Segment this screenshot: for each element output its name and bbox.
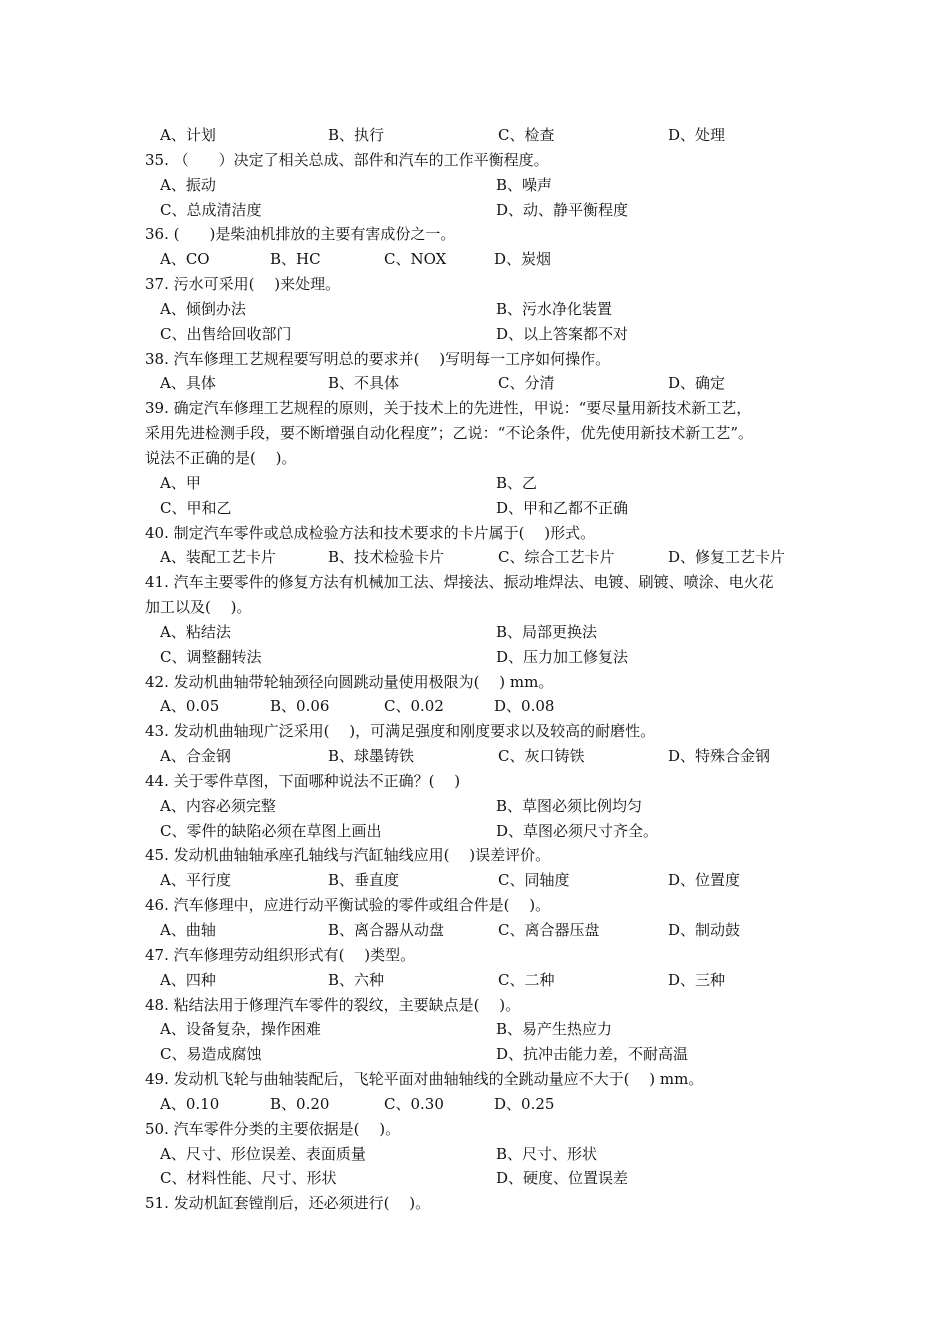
answer-option: B、不具体 — [328, 374, 400, 393]
answer-option: B、技术检验卡片 — [328, 548, 445, 567]
question-stem: 47. 汽车修理劳动组织形式有( )类型。 — [145, 945, 416, 964]
answer-option: D、修复工艺卡片 — [668, 548, 786, 567]
answer-option: C、出售给回收部门 — [160, 324, 292, 343]
answer-options-row — [0, 123, 950, 148]
answer-option: D、0.08 — [494, 697, 555, 716]
answer-option: D、制动鼓 — [668, 921, 741, 939]
answer-option: A、具体 — [160, 374, 216, 393]
answer-option: C、离合器压盘 — [498, 921, 600, 939]
answer-option: D、压力加工修复法 — [496, 647, 629, 666]
answer-option: C、同轴度 — [498, 871, 570, 890]
answer-option: A、0.05 — [160, 697, 220, 716]
question-stem: 41. 汽车主要零件的修复方法有机械加工法、焊接法、振动堆焊法、电镀、刷镀、喷涂、电火花 — [145, 573, 774, 592]
answer-options-row — [0, 918, 950, 943]
answer-options-row — [0, 1166, 950, 1191]
answer-option: C、检查 — [498, 126, 555, 144]
question-stem: 38. 汽车修理工艺规程要写明总的要求并( )写明每一工序如何操作。 — [145, 349, 611, 368]
answer-option: B、0.20 — [270, 1094, 330, 1113]
answer-option: C、调整翻转法 — [160, 647, 262, 666]
answer-option: A、装配工艺卡片 — [160, 548, 276, 567]
answer-options-row — [0, 744, 950, 769]
answer-option: C、甲和乙 — [160, 498, 232, 517]
answer-options-row — [0, 620, 950, 645]
answer-option: D、确定 — [668, 374, 726, 393]
answer-options-row — [0, 645, 950, 670]
question-stem-continuation: 加工以及( )。 — [145, 598, 252, 617]
answer-option: D、以上答案都不对 — [496, 324, 629, 343]
question-stem: 45. 发动机曲轴轴承座孔轴线与汽缸轴线应用( )误差评价。 — [145, 846, 551, 865]
answer-option: A、平行度 — [160, 871, 231, 890]
answer-options-row — [0, 247, 950, 272]
answer-options-row — [0, 1017, 950, 1042]
question-stem: 49. 发动机飞轮与曲轴装配后，飞轮平面对曲轴轴线的全跳动量应不大于( ) mm。 — [145, 1070, 704, 1089]
answer-options-row — [0, 968, 950, 993]
answer-option: C、材料性能、尺寸、形状 — [160, 1169, 337, 1188]
answer-option: A、0.10 — [160, 1094, 220, 1113]
answer-option: A、设备复杂，操作困难 — [160, 1020, 321, 1039]
document-body — [0, 123, 950, 1216]
answer-options-row — [0, 371, 950, 396]
answer-option: C、总成清洁度 — [160, 200, 262, 219]
answer-option: C、易造成腐蚀 — [160, 1045, 262, 1064]
answer-option: A、尺寸、形位误差、表面质量 — [160, 1144, 366, 1163]
answer-option: B、球墨铸铁 — [328, 747, 415, 766]
answer-option: B、局部更换法 — [496, 622, 598, 641]
answer-option: B、噪声 — [496, 175, 553, 194]
answer-option: A、四种 — [160, 970, 216, 989]
answer-options-row — [0, 471, 950, 496]
answer-options-row — [0, 198, 950, 223]
answer-option: B、离合器从动盘 — [328, 921, 445, 939]
answer-option: B、垂直度 — [328, 871, 400, 890]
answer-option: A、合金钢 — [160, 747, 231, 766]
answer-option: D、特殊合金钢 — [668, 747, 771, 766]
question-stem: 46. 汽车修理中，应进行动平衡试验的零件或组合件是( )。 — [145, 896, 551, 915]
answer-option: A、粘结法 — [160, 622, 231, 641]
answer-options-row — [0, 1142, 950, 1167]
answer-option: A、曲轴 — [160, 921, 216, 939]
question-stem: 39. 确定汽车修理工艺规程的原则，关于技术上的先进性，甲说：“要尽量用新技术新工艺， — [145, 399, 752, 418]
answer-option: C、灰口铸铁 — [498, 747, 585, 766]
answer-option: A、甲 — [160, 473, 201, 492]
answer-option: D、硬度、位置误差 — [496, 1169, 629, 1188]
question-stem: 42. 发动机曲轴带轮轴颈径向圆跳动量使用极限为( ) mm。 — [145, 672, 554, 691]
answer-option: C、0.30 — [384, 1094, 444, 1113]
question-stem: 48. 粘结法用于修理汽车零件的裂纹，主要缺点是( )。 — [145, 995, 521, 1014]
answer-options-row — [0, 794, 950, 819]
answer-option: B、尺寸、形状 — [496, 1144, 598, 1163]
answer-option: B、六种 — [328, 970, 385, 989]
answer-option: C、零件的缺陷必须在草图上画出 — [160, 821, 382, 840]
answer-option: C、综合工艺卡片 — [498, 548, 615, 567]
question-stem: 37. 污水可采用( )来处理。 — [145, 275, 341, 294]
answer-option: D、0.25 — [494, 1094, 555, 1113]
answer-options-row — [0, 496, 950, 521]
answer-option: A、CO — [160, 250, 210, 269]
answer-option: C、0.02 — [384, 697, 444, 716]
question-stem: 44. 关于零件草图，下面哪种说法不正确？( ) — [145, 771, 461, 790]
answer-option: D、三种 — [668, 970, 726, 989]
answer-options-row — [0, 545, 950, 570]
question-stem: 51. 发动机缸套镗削后，还必须进行( )。 — [145, 1194, 431, 1213]
question-stem: 36. ( )是柴油机排放的主要有害成份之一。 — [145, 225, 456, 244]
question-stem-continuation: 说法不正确的是( )。 — [145, 448, 297, 467]
answer-option: B、0.06 — [270, 697, 330, 716]
answer-options-row — [0, 1092, 950, 1117]
answer-options-row — [0, 819, 950, 844]
answer-option: D、处理 — [668, 126, 726, 144]
answer-option: C、NOX — [384, 250, 447, 269]
answer-option: B、污水净化装置 — [496, 299, 613, 318]
answer-options-row — [0, 868, 950, 893]
answer-option: D、抗冲击能力差，不耐高温 — [496, 1045, 689, 1064]
question-stem-continuation: 采用先进检测手段，要不断增强自动化程度”；乙说：“不论条件，优先使用新技术新工艺”。 — [145, 424, 754, 443]
answer-option: D、甲和乙都不正确 — [496, 498, 629, 517]
answer-option: B、乙 — [496, 473, 538, 492]
answer-option: D、炭烟 — [494, 250, 552, 269]
answer-option: B、执行 — [328, 126, 385, 144]
answer-option: B、易产生热应力 — [496, 1020, 613, 1039]
answer-options-row — [0, 297, 950, 322]
answer-option: A、计划 — [160, 126, 216, 144]
question-stem: 50. 汽车零件分类的主要依据是( )。 — [145, 1119, 401, 1138]
answer-option: D、动、静平衡程度 — [496, 200, 629, 219]
answer-option: B、HC — [270, 250, 321, 269]
answer-options-row — [0, 173, 950, 198]
question-stem: 40. 制定汽车零件或总成检验方法和技术要求的卡片属于( )形式。 — [145, 523, 596, 542]
question-stem: 43. 发动机曲轴现广泛采用( )，可满足强度和刚度要求以及较高的耐磨性。 — [145, 722, 656, 741]
answer-option: C、分清 — [498, 374, 555, 393]
question-stem: 35. （ ）决定了相关总成、部件和汽车的工作平衡程度。 — [145, 150, 549, 169]
answer-options-row — [0, 1042, 950, 1067]
answer-option: A、倾倒办法 — [160, 299, 246, 318]
answer-option: B、草图必须比例均匀 — [496, 796, 643, 815]
answer-options-row — [0, 694, 950, 719]
answer-option: C、二种 — [498, 970, 555, 989]
answer-options-row — [0, 322, 950, 347]
answer-option: D、草图必须尺寸齐全。 — [496, 821, 659, 840]
answer-option: A、振动 — [160, 175, 216, 194]
answer-option: A、内容必须完整 — [160, 796, 276, 815]
answer-option: D、位置度 — [668, 871, 741, 890]
